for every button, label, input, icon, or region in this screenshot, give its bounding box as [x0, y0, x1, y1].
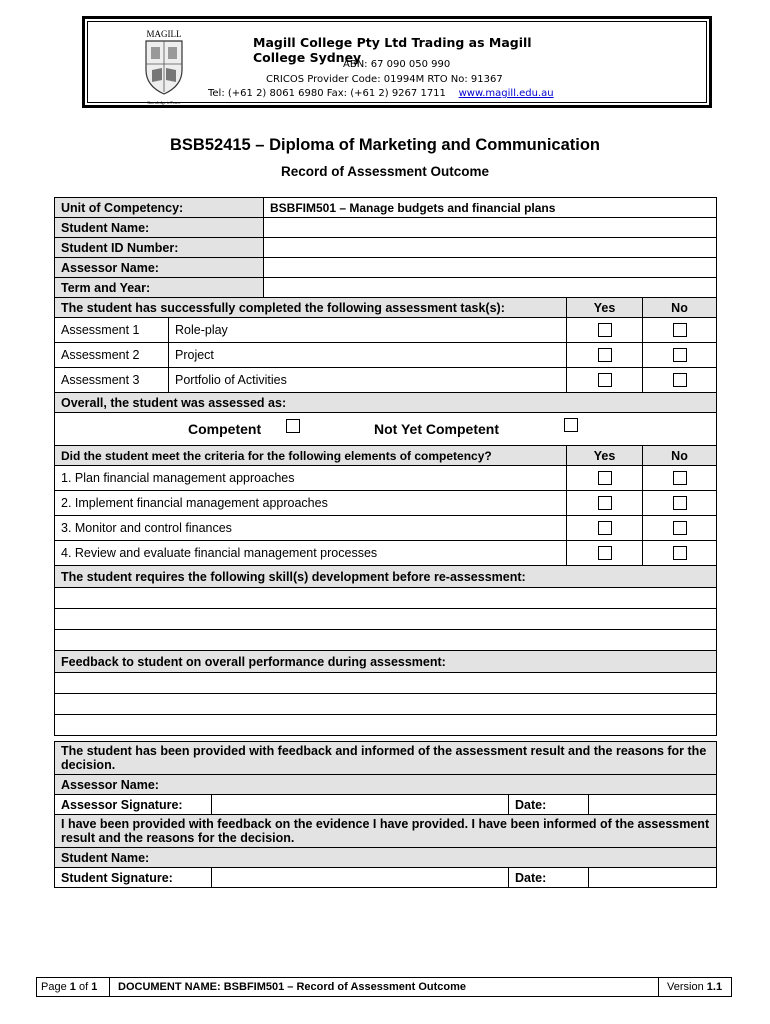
not-yet-competent-checkbox[interactable] [564, 418, 578, 432]
document-version [658, 978, 731, 996]
overall-heading: Overall, the student was assessed as: [55, 393, 717, 413]
task-no-checkbox[interactable] [673, 373, 687, 387]
task-name: Portfolio of Activities [169, 368, 567, 393]
criteria-item: 4. Review and evaluate financial management processes [55, 541, 567, 566]
declaration-student-name-label: Student Name: [55, 848, 717, 868]
college-name: Magill College Pty Ltd Trading as Magill College Sydney [253, 35, 532, 65]
tasks-no-header: No [643, 298, 717, 318]
feedback-heading: Feedback to student on overall performance during assessment: [55, 651, 717, 673]
assessor-date-label: Date: [509, 795, 589, 815]
page-total: 1 [91, 981, 98, 993]
task-id: Assessment 3 [55, 368, 169, 393]
document-title: BSB52415 – Diploma of Marketing and Communication [170, 136, 600, 154]
declaration-assessor-name-label: Assessor Name: [55, 775, 717, 795]
competent-checkbox[interactable] [286, 419, 300, 433]
college-cricos: CRICOS Provider Code: 01994M RTO No: 91367 [266, 74, 503, 85]
criteria-yes-header: Yes [567, 446, 643, 466]
student-signature-label: Student Signature: [55, 868, 212, 888]
task-yes-checkbox[interactable] [598, 348, 612, 362]
competent-label: Competent [188, 421, 262, 437]
criteria-yes-checkbox[interactable] [598, 496, 612, 510]
student-name-label: Student Name: [55, 218, 264, 238]
criteria-no-checkbox[interactable] [673, 546, 687, 560]
phone-fax: Tel: (+61 2) 8061 6980 Fax: (+61 2) 9267 1711 [208, 88, 446, 99]
college-header [82, 16, 712, 108]
assessor-statement: The student has been provided with feedback and informed of the assessment result and the reasons for the decision. [55, 742, 717, 775]
student-id-field[interactable] [264, 238, 717, 258]
student-id-label: Student ID Number: [55, 238, 264, 258]
college-abn: ABN: 67 090 050 990 [343, 59, 451, 70]
task-id: Assessment 1 [55, 318, 169, 343]
feedback-line[interactable] [55, 673, 717, 694]
not-yet-competent-label: Not Yet Competent [374, 421, 499, 437]
criteria-item: 3. Monitor and control finances [55, 516, 567, 541]
criteria-yes-checkbox[interactable] [598, 521, 612, 535]
student-signature-field[interactable] [212, 868, 509, 888]
assessor-signature-field[interactable] [212, 795, 509, 815]
document-name: DOCUMENT NAME: BSBFIM501 – Record of Assessment Outcome [118, 981, 466, 993]
criteria-yes-checkbox[interactable] [598, 546, 612, 560]
criteria-item: 2. Implement financial management approaches [55, 491, 567, 516]
version-number: 1.1 [706, 981, 723, 993]
feedback-line[interactable] [55, 715, 717, 736]
page-number [37, 978, 110, 996]
task-no-checkbox[interactable] [673, 348, 687, 362]
page-footer [36, 977, 732, 997]
criteria-no-checkbox[interactable] [673, 521, 687, 535]
skills-heading: The student requires the following skill(s) development before re-assessment: [55, 566, 717, 588]
task-yes-checkbox[interactable] [598, 323, 612, 337]
criteria-no-checkbox[interactable] [673, 471, 687, 485]
student-date-label: Date: [509, 868, 589, 888]
task-yes-checkbox[interactable] [598, 373, 612, 387]
page-prefix: Page [41, 981, 67, 993]
version-label: Version [667, 981, 704, 993]
tasks-yes-header: Yes [567, 298, 643, 318]
page-of: of [78, 981, 89, 993]
logo-motto: Knowledge is Power [147, 100, 181, 105]
page-current: 1 [69, 981, 76, 993]
declaration-table [54, 741, 717, 888]
task-name: Project [169, 343, 567, 368]
criteria-heading: Did the student meet the criteria for the following elements of competency? [55, 446, 567, 466]
feedback-line[interactable] [55, 694, 717, 715]
overall-result-row [55, 413, 717, 446]
criteria-no-checkbox[interactable] [673, 496, 687, 510]
unit-value: BSBFIM501 – Manage budgets and financial plans [264, 198, 717, 218]
task-no-checkbox[interactable] [673, 323, 687, 337]
college-contact [208, 88, 706, 99]
student-statement: I have been provided with feedback on the evidence I have provided. I have been informed of the assessment result and the reasons for the decision. [55, 815, 717, 848]
criteria-no-header: No [643, 446, 717, 466]
assessor-date-field[interactable] [589, 795, 717, 815]
skills-line[interactable] [55, 588, 717, 609]
logo-wordmark: MAGILL [146, 29, 182, 39]
term-label: Term and Year: [55, 278, 264, 298]
student-name-field[interactable] [264, 218, 717, 238]
unit-label: Unit of Competency: [55, 198, 264, 218]
assessor-signature-label: Assessor Signature: [55, 795, 212, 815]
assessment-table [54, 197, 717, 736]
criteria-yes-checkbox[interactable] [598, 471, 612, 485]
assessor-name-field[interactable] [264, 258, 717, 278]
tasks-heading: The student has successfully completed the following assessment task(s): [55, 298, 567, 318]
task-name: Role-play [169, 318, 567, 343]
document-subtitle: Record of Assessment Outcome [280, 164, 490, 179]
assessor-name-label: Assessor Name: [55, 258, 264, 278]
task-id: Assessment 2 [55, 343, 169, 368]
college-crest-logo [138, 28, 190, 106]
term-field[interactable] [264, 278, 717, 298]
skills-line[interactable] [55, 609, 717, 630]
criteria-item: 1. Plan financial management approaches [55, 466, 567, 491]
skills-line[interactable] [55, 630, 717, 651]
college-header-inner [87, 21, 707, 103]
website-link[interactable]: www.magill.edu.au [458, 88, 554, 99]
student-date-field[interactable] [589, 868, 717, 888]
